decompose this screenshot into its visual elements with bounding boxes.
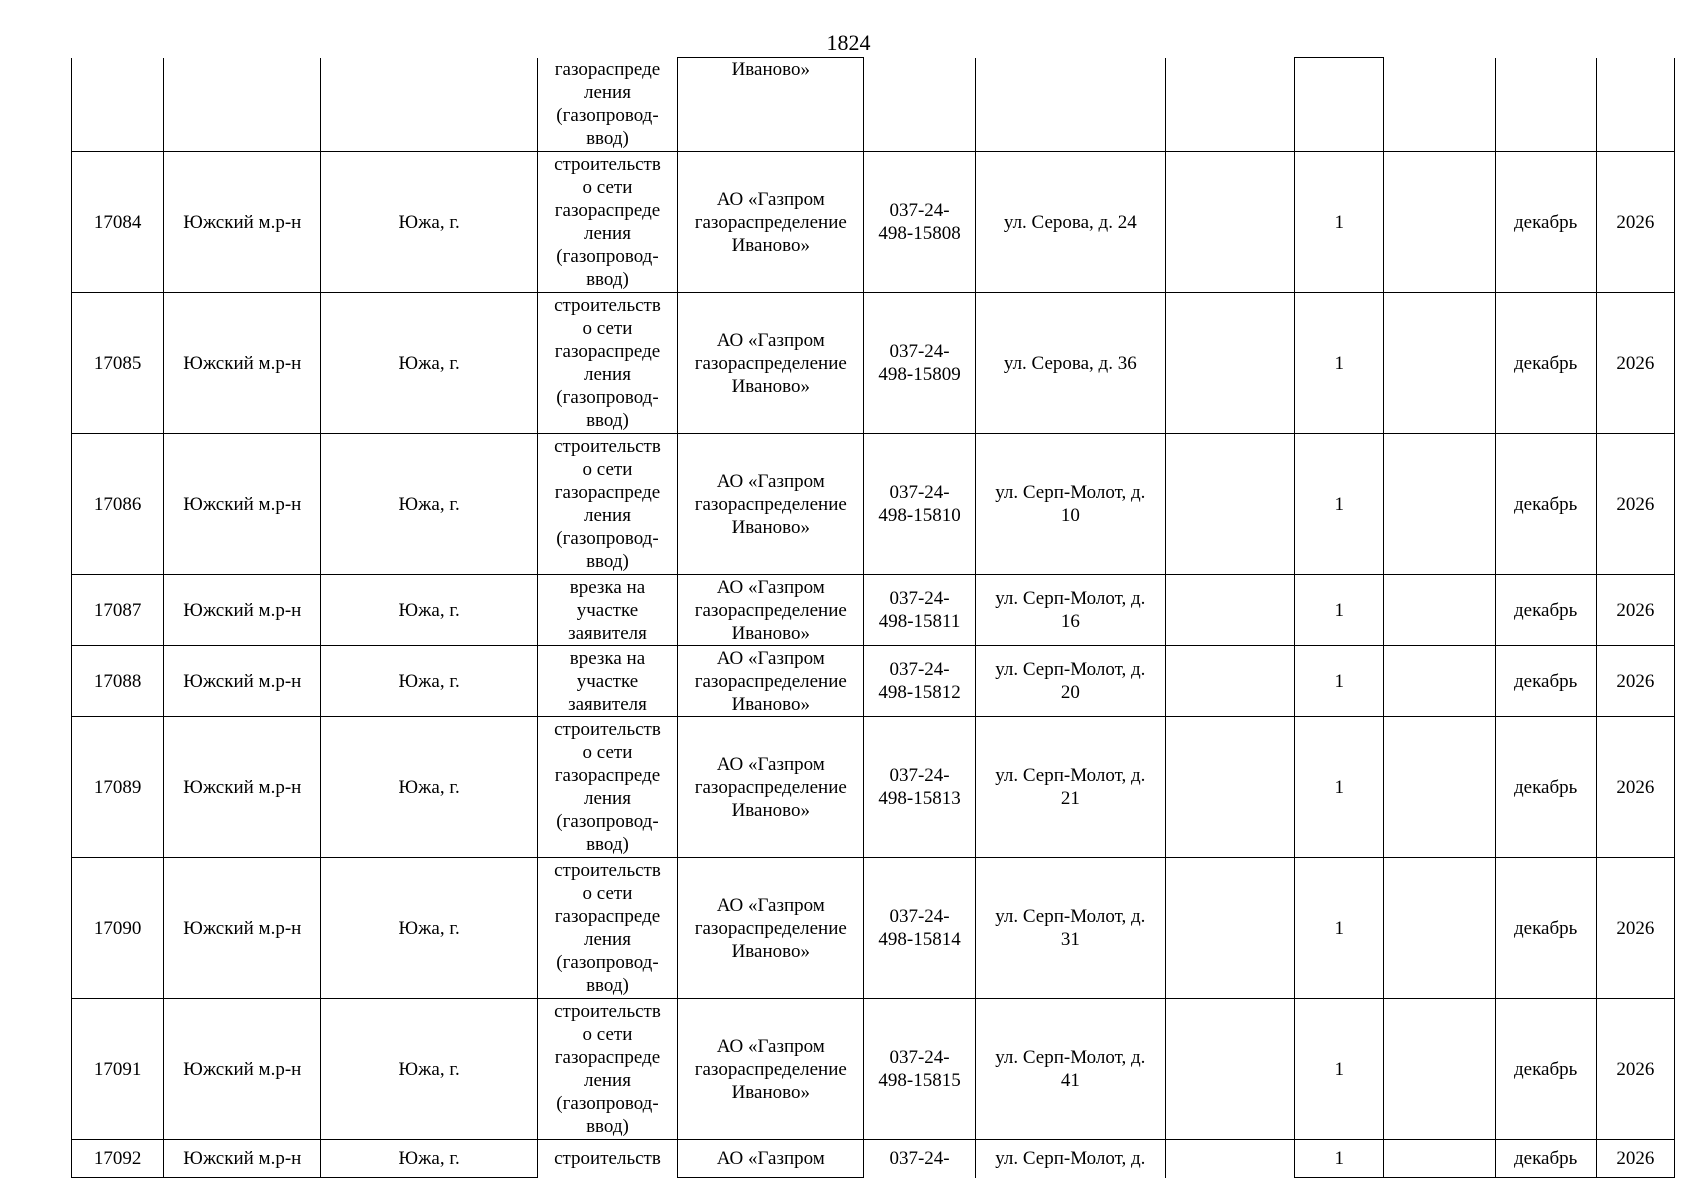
cell-org: АО «Газпром газораспределение Иваново»	[678, 293, 864, 434]
cell-blank-2	[1384, 152, 1495, 293]
cell-contract: 037-24- 498-15809	[864, 293, 975, 434]
cell-address: ул. Серп-Молот, д. 10	[975, 434, 1165, 575]
cell-num	[72, 58, 164, 152]
table-row	[72, 434, 1675, 575]
cell-address: ул. Серп-Молот, д. 21	[975, 717, 1165, 858]
cell-org: Иваново»	[678, 58, 864, 152]
cell-district: Южский м.р-н	[164, 717, 321, 858]
cell-address: ул. Серп-Молот, д. 16	[975, 575, 1165, 646]
cell-num: 17090	[72, 858, 164, 999]
cell-year: 2026	[1596, 858, 1674, 999]
table-row	[72, 999, 1675, 1140]
cell-count: 1	[1295, 717, 1384, 858]
cell-year: 2026	[1596, 999, 1674, 1140]
cell-blank	[1165, 717, 1294, 858]
table-row	[72, 293, 1675, 434]
cell-blank-2	[1384, 646, 1495, 717]
cell-year: 2026	[1596, 293, 1674, 434]
cell-work-type: врезка на участке заявителя	[537, 646, 677, 717]
table-row	[72, 575, 1675, 646]
cell-year: 2026	[1596, 717, 1674, 858]
cell-district: Южский м.р-н	[164, 858, 321, 999]
cell-blank	[1165, 152, 1294, 293]
cell-count: 1	[1295, 999, 1384, 1140]
cell-blank	[1165, 58, 1294, 152]
cell-locality: Южа, г.	[321, 293, 537, 434]
cell-month: декабрь	[1495, 293, 1596, 434]
cell-blank	[1165, 646, 1294, 717]
table-row	[72, 152, 1675, 293]
cell-month: декабрь	[1495, 646, 1596, 717]
cell-contract: 037-24- 498-15811	[864, 575, 975, 646]
cell-contract: 037-24- 498-15808	[864, 152, 975, 293]
cell-address: ул. Серп-Молот, д. 20	[975, 646, 1165, 717]
cell-count: 1	[1295, 293, 1384, 434]
cell-blank-2	[1384, 1140, 1495, 1178]
cell-contract: 037-24- 498-15810	[864, 434, 975, 575]
cell-work-type: врезка на участке заявителя	[537, 575, 677, 646]
cell-contract	[864, 58, 975, 152]
cell-num: 17091	[72, 999, 164, 1140]
cell-work-type: газораспреде ления (газопровод- ввод)	[537, 58, 677, 152]
cell-address: ул. Серп-Молот, д.	[975, 1140, 1165, 1178]
cell-month: декабрь	[1495, 152, 1596, 293]
cell-work-type: строительств о сети газораспреде ления (газопровод- ввод)	[537, 152, 677, 293]
cell-contract: 037-24-	[864, 1140, 975, 1178]
cell-work-type: строительств о сети газораспреде ления (газопровод- ввод)	[537, 293, 677, 434]
cell-year: 2026	[1596, 646, 1674, 717]
cell-blank-2	[1384, 434, 1495, 575]
cell-locality: Южа, г.	[321, 152, 537, 293]
cell-count: 1	[1295, 434, 1384, 575]
cell-count: 1	[1295, 575, 1384, 646]
cell-year: 2026	[1596, 1140, 1674, 1178]
cell-address: ул. Серова, д. 24	[975, 152, 1165, 293]
cell-org: АО «Газпром газораспределение Иваново»	[678, 717, 864, 858]
cell-work-type: строительств о сети газораспреде ления (газопровод- ввод)	[537, 858, 677, 999]
cell-work-type: строительств	[537, 1140, 677, 1178]
cell-locality: Южа, г.	[321, 717, 537, 858]
cell-address	[975, 58, 1165, 152]
cell-locality: Южа, г.	[321, 1140, 537, 1178]
cell-contract: 037-24- 498-15812	[864, 646, 975, 717]
cell-blank	[1165, 293, 1294, 434]
cell-contract: 037-24- 498-15813	[864, 717, 975, 858]
cell-work-type: строительств о сети газораспреде ления (газопровод- ввод)	[537, 717, 677, 858]
cell-month: декабрь	[1495, 858, 1596, 999]
cell-district: Южский м.р-н	[164, 646, 321, 717]
cell-work-type: строительств о сети газораспреде ления (газопровод- ввод)	[537, 999, 677, 1140]
cell-blank	[1165, 999, 1294, 1140]
cell-district: Южский м.р-н	[164, 152, 321, 293]
cell-month: декабрь	[1495, 717, 1596, 858]
cell-num: 17089	[72, 717, 164, 858]
cell-locality: Южа, г.	[321, 575, 537, 646]
cell-month	[1495, 58, 1596, 152]
cell-count: 1	[1295, 646, 1384, 717]
cell-district: Южский м.р-н	[164, 999, 321, 1140]
page-number: 1824	[826, 30, 871, 55]
cell-num: 17085	[72, 293, 164, 434]
table-row	[72, 646, 1675, 717]
cell-year: 2026	[1596, 434, 1674, 575]
cell-num: 17087	[72, 575, 164, 646]
cell-count: 1	[1295, 858, 1384, 999]
cell-blank	[1165, 858, 1294, 999]
cell-blank	[1165, 434, 1294, 575]
registry-table	[71, 57, 1675, 1178]
cell-locality: Южа, г.	[321, 858, 537, 999]
cell-district: Южский м.р-н	[164, 434, 321, 575]
cell-address: ул. Серп-Молот, д. 31	[975, 858, 1165, 999]
cell-month: декабрь	[1495, 575, 1596, 646]
cell-org: АО «Газпром газораспределение Иваново»	[678, 858, 864, 999]
cell-blank-2	[1384, 575, 1495, 646]
cell-count: 1	[1295, 152, 1384, 293]
cell-district	[164, 58, 321, 152]
cell-blank-2	[1384, 999, 1495, 1140]
cell-blank	[1165, 1140, 1294, 1178]
cell-work-type: строительств о сети газораспреде ления (газопровод- ввод)	[537, 434, 677, 575]
cell-count	[1295, 58, 1384, 152]
cell-month: декабрь	[1495, 999, 1596, 1140]
cell-org: АО «Газпром	[678, 1140, 864, 1178]
cell-address: ул. Серп-Молот, д. 41	[975, 999, 1165, 1140]
cell-num: 17086	[72, 434, 164, 575]
cell-locality: Южа, г.	[321, 646, 537, 717]
cell-year	[1596, 58, 1674, 152]
cell-blank-2	[1384, 858, 1495, 999]
cell-contract: 037-24- 498-15814	[864, 858, 975, 999]
cell-year: 2026	[1596, 152, 1674, 293]
cell-blank	[1165, 575, 1294, 646]
cell-district: Южский м.р-н	[164, 1140, 321, 1178]
cell-org: АО «Газпром газораспределение Иваново»	[678, 575, 864, 646]
cell-locality: Южа, г.	[321, 434, 537, 575]
cell-blank-2	[1384, 717, 1495, 858]
cell-year: 2026	[1596, 575, 1674, 646]
cell-org: АО «Газпром газораспределение Иваново»	[678, 646, 864, 717]
cell-contract: 037-24- 498-15815	[864, 999, 975, 1140]
table-row-last	[72, 1140, 1675, 1178]
cell-blank-2	[1384, 58, 1495, 152]
table-row	[72, 858, 1675, 999]
cell-org: АО «Газпром газораспределение Иваново»	[678, 434, 864, 575]
cell-org: АО «Газпром газораспределение Иваново»	[678, 152, 864, 293]
table-row-continued	[72, 58, 1675, 152]
cell-locality	[321, 58, 537, 152]
cell-num: 17084	[72, 152, 164, 293]
cell-address: ул. Серова, д. 36	[975, 293, 1165, 434]
table-row	[72, 717, 1675, 858]
registry-table-body	[72, 58, 1675, 1178]
cell-month: декабрь	[1495, 434, 1596, 575]
cell-num: 17088	[72, 646, 164, 717]
cell-district: Южский м.р-н	[164, 575, 321, 646]
cell-locality: Южа, г.	[321, 999, 537, 1140]
cell-month: декабрь	[1495, 1140, 1596, 1178]
cell-num: 17092	[72, 1140, 164, 1178]
cell-district: Южский м.р-н	[164, 293, 321, 434]
cell-blank-2	[1384, 293, 1495, 434]
cell-count: 1	[1295, 1140, 1384, 1178]
cell-org: АО «Газпром газораспределение Иваново»	[678, 999, 864, 1140]
